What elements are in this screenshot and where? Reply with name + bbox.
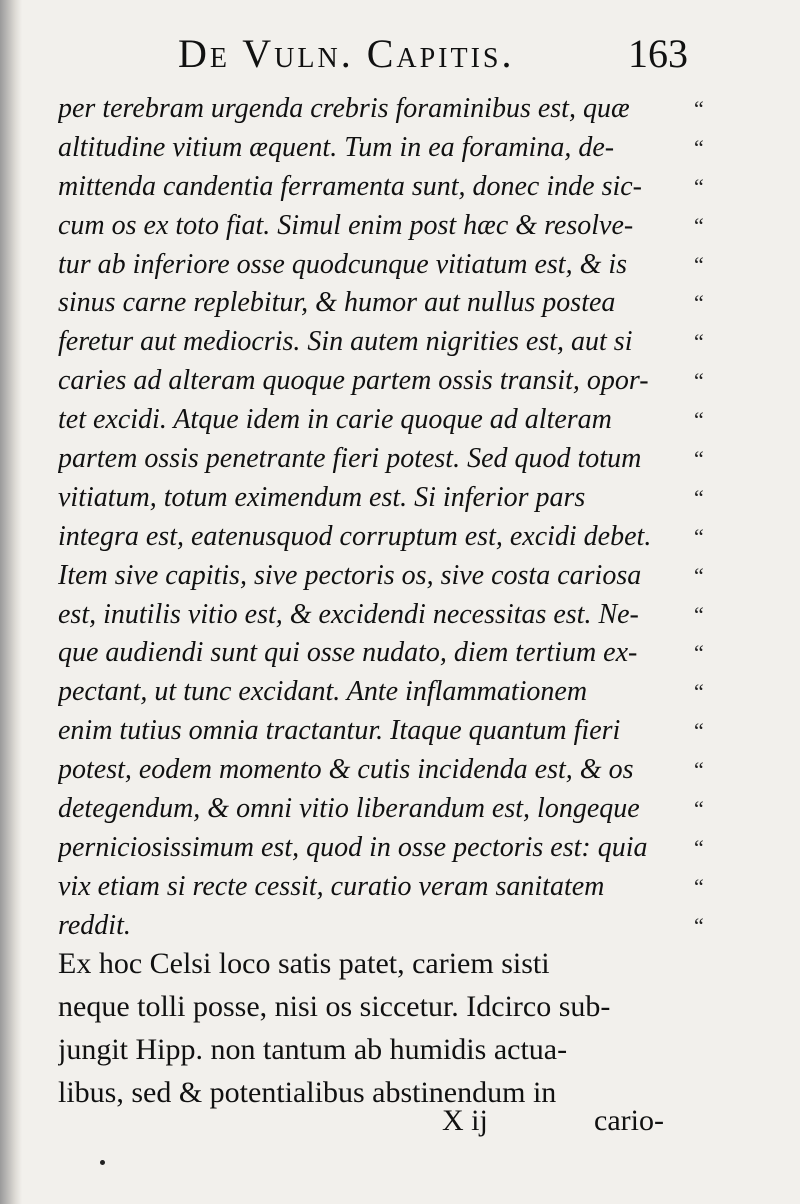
ink-speck [100,1160,105,1165]
passage-line-text: pectant, ut tunc excidant. Ante inflammationem [58,676,588,708]
quotation-mark: “ [694,484,704,510]
page-header [0,22,800,82]
quotation-mark: “ [694,562,704,588]
passage-line-text: sinus carne replebitur, & humor aut nullus postea [58,287,616,319]
passage-line [58,129,758,168]
quotation-mark: “ [694,290,704,316]
passage-line [58,362,758,401]
passage-line [58,596,758,635]
passage-line [58,712,758,751]
passage-line-text: est, inutilis vitio est, & excidendi necessitas est. Ne- [58,598,639,630]
commentary-line: neque tolli posse, nisi os siccetur. Idcirco sub- [58,990,611,1023]
passage-line [58,790,758,829]
quotation-mark: “ [694,446,704,472]
quotation-mark: “ [694,873,704,899]
quotation-mark: “ [694,173,704,199]
passage-line [58,440,758,479]
quotation-mark: “ [694,329,704,355]
passage-line [58,907,758,946]
passage-line-text: partem ossis penetrante fieri potest. Sed quod totum [58,443,642,475]
passage-line [58,168,758,207]
passage-line-text: tet excidi. Atque idem in carie quoque ad alteram [58,404,612,436]
passage-line [58,479,758,518]
commentary-line: Ex hoc Celsi loco satis patet, cariem sisti [58,947,550,980]
commentary-line: jungit Hipp. non tantum ab humidis actua- [58,1033,568,1066]
passage-line [58,557,758,596]
quotation-mark: “ [694,834,704,860]
quotation-mark: “ [694,757,704,783]
passage-line-text: Item sive capitis, sive pectoris os, sive costa cariosa [58,559,642,591]
passage-line [58,751,758,790]
passage-line-text: perniciosissimum est, quod in osse pectoris est: quia [58,831,648,863]
running-title: De Vuln. Capitis. [178,31,515,76]
passage-line-text: vitiatum, totum eximendum est. Si inferior pars [58,481,586,513]
passage-line [58,246,758,285]
quotation-mark: “ [694,912,704,938]
passage-line-text: mittenda candentia ferramenta sunt, donec inde sic- [58,170,642,202]
signature-mark: X ij [442,1104,488,1137]
quotation-mark: “ [694,718,704,744]
page-number: 163 [628,31,688,76]
passage-line-text: tur ab inferiore osse quodcunque vitiatum est, & is [58,248,628,280]
quotation-mark: “ [694,134,704,160]
passage-line-text: caries ad alteram quoque partem ossis transit, opor- [58,365,649,397]
passage-line [58,207,758,246]
passage-line [58,401,758,440]
passage-line-text: potest, eodem momento & cutis incidenda est, & os [58,754,634,786]
passage-line [58,634,758,673]
quotation-mark: “ [694,407,704,433]
commentary-line: libus, sed & potentialibus abstinendum in [58,1076,557,1109]
quotation-mark: “ [694,601,704,627]
quotation-mark: “ [694,640,704,666]
catchword: cario- [594,1104,664,1137]
quotation-mark: “ [694,679,704,705]
quotation-mark: “ [694,796,704,822]
passage-line-text: que audiendi sunt qui osse nudato, diem tertium ex- [58,637,638,669]
quotation-mark: “ [694,251,704,277]
passage-line-text: cum os ex toto fiat. Simul enim post hæc & resolve- [58,209,634,241]
passage-line-text: per terebram urgenda crebris foraminibus est, quæ [58,93,630,124]
quotation-mark: “ [694,523,704,549]
passage-line [58,673,758,712]
passage-line-text: vix etiam si recte cessit, curatio veram sanitatem [58,870,605,902]
quotation-mark: “ [694,212,704,238]
quotation-mark: “ [694,96,704,121]
passage-line-text: reddit. [58,909,131,941]
quotation-mark: “ [694,368,704,394]
commentary-paragraph [58,942,698,1114]
passage-line [58,284,758,323]
passage-line [58,829,758,868]
passage-line-text: enim tutius omnia tractantur. Itaque quantum fieri [58,715,621,747]
passage-line-text: integra est, eatenusquod corruptum est, excidi debet. [58,520,652,552]
passage-line [58,518,758,557]
passage-line [58,868,758,907]
page-gutter-shadow [0,0,22,1204]
passage-line [58,323,758,362]
quoted-passage [58,90,758,946]
passage-line [58,90,758,129]
passage-line-text: feretur aut mediocris. Sin autem nigrities est, aut si [58,326,633,358]
passage-line-text: detegendum, & omni vitio liberandum est, longeque [58,793,640,825]
passage-line-text: altitudine vitium æquent. Tum in ea foramina, de- [58,131,615,163]
